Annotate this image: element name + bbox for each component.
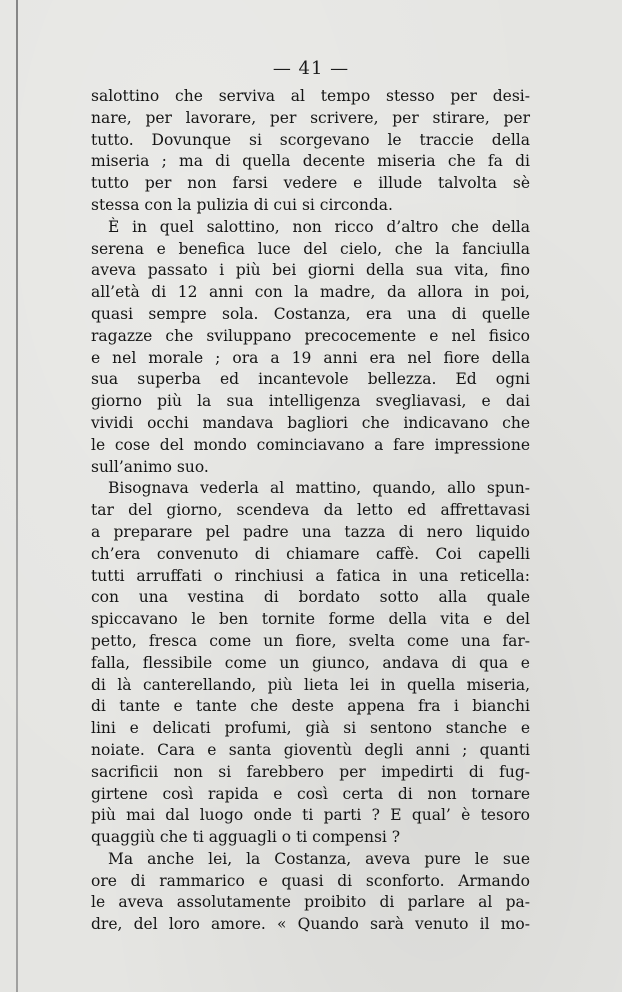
- text-line: di tante e tante che deste appena fra i bianchi: [91, 697, 530, 716]
- text-line: aveva passato i più bei giorni della sua vita, fino: [91, 261, 530, 280]
- text-line: girtene così rapida e così certa di non tornare: [91, 784, 530, 803]
- text-line: all’età di 12 anni con la madre, da allora in poi,: [91, 283, 530, 302]
- body-text: [91, 86, 530, 936]
- text-line: nare, per lavorare, per scrivere, per stirare, per: [91, 108, 530, 127]
- text-line: quasi sempre sola. Costanza, era una di quelle: [91, 304, 530, 323]
- text-line: tutti arruffati o rinchiusi a fatica in una reticella:: [91, 566, 530, 585]
- text-line: giorno più la sua intelligenza svegliavasi, e dai: [91, 392, 530, 411]
- text-line: falla, flessibile come un giunco, andava di qua e: [91, 653, 530, 672]
- text-line: e nel morale ; ora a 19 anni era nel fiore della: [91, 348, 530, 367]
- text-line: petto, fresca come un fiore, svelta come una far-: [91, 631, 530, 650]
- text-line: ragazze che sviluppano precocemente e nel fisico: [91, 326, 530, 345]
- text-line: tar del giorno, scendeva da letto ed affrettavasi: [91, 501, 530, 520]
- text-line: ore di rammarico e quasi di sconforto. Armando: [91, 871, 530, 890]
- text-line: con una vestina di bordato sotto alla quale: [91, 588, 530, 607]
- text-line: sua superba ed incantevole bellezza. Ed ogni: [91, 370, 530, 389]
- text-line: sull’animo suo.: [91, 457, 209, 476]
- text-line: Bisognava vederla al mattino, quando, allo spun-: [108, 479, 530, 498]
- text-line: a preparare pel padre una tazza di nero liquido: [91, 522, 530, 541]
- text-line: di là canterellando, più lieta lei in quella miseria,: [91, 675, 530, 694]
- page-binding-edge: [16, 0, 18, 992]
- text-line: salottino che serviva al tempo stesso per desi-: [91, 87, 530, 105]
- text-line: spiccavano le ben tornite forme della vita e del: [91, 610, 530, 629]
- text-line: tutto. Dovunque si scorgevano le traccie della: [91, 130, 530, 149]
- text-line: tutto per non farsi vedere e illude talvolta sè: [91, 174, 530, 193]
- text-line: più mai dal luogo onde ti parti ? E qual’ è tesoro: [91, 806, 530, 825]
- text-line: lini e delicati profumi, già si sentono stanche e: [91, 719, 530, 738]
- text-line: stessa con la pulizia di cui si circonda.: [91, 195, 393, 214]
- text-line: dre, del loro amore. « Quando sarà venuto il mo-: [91, 915, 530, 934]
- text-line: È in quel salottino, non ricco d’altro che della: [108, 217, 530, 236]
- text-line: le aveva assolutamente proibito di parlare al pa-: [91, 893, 530, 912]
- page-number: — 41 —: [272, 58, 350, 79]
- text-line: miseria ; ma di quella decente miseria che fa di: [91, 152, 530, 171]
- text-line: Ma anche lei, la Costanza, aveva pure le sue: [108, 849, 530, 868]
- text-line: quaggiù che ti agguagli o ti compensi ?: [91, 828, 401, 847]
- text-line: le cose del mondo cominciavano a fare impressione: [91, 435, 530, 454]
- text-line: vividi occhi mandava bagliori che indicavano che: [91, 413, 530, 432]
- text-line: sacrificii non si farebbero per impedirti di fug-: [91, 762, 530, 781]
- text-line: serena e benefica luce del cielo, che la fanciulla: [91, 239, 530, 258]
- text-line: ch’era convenuto di chiamare caffè. Coi capelli: [91, 544, 530, 563]
- text-line: noiate. Cara e santa gioventù degli anni ; quanti: [91, 740, 530, 759]
